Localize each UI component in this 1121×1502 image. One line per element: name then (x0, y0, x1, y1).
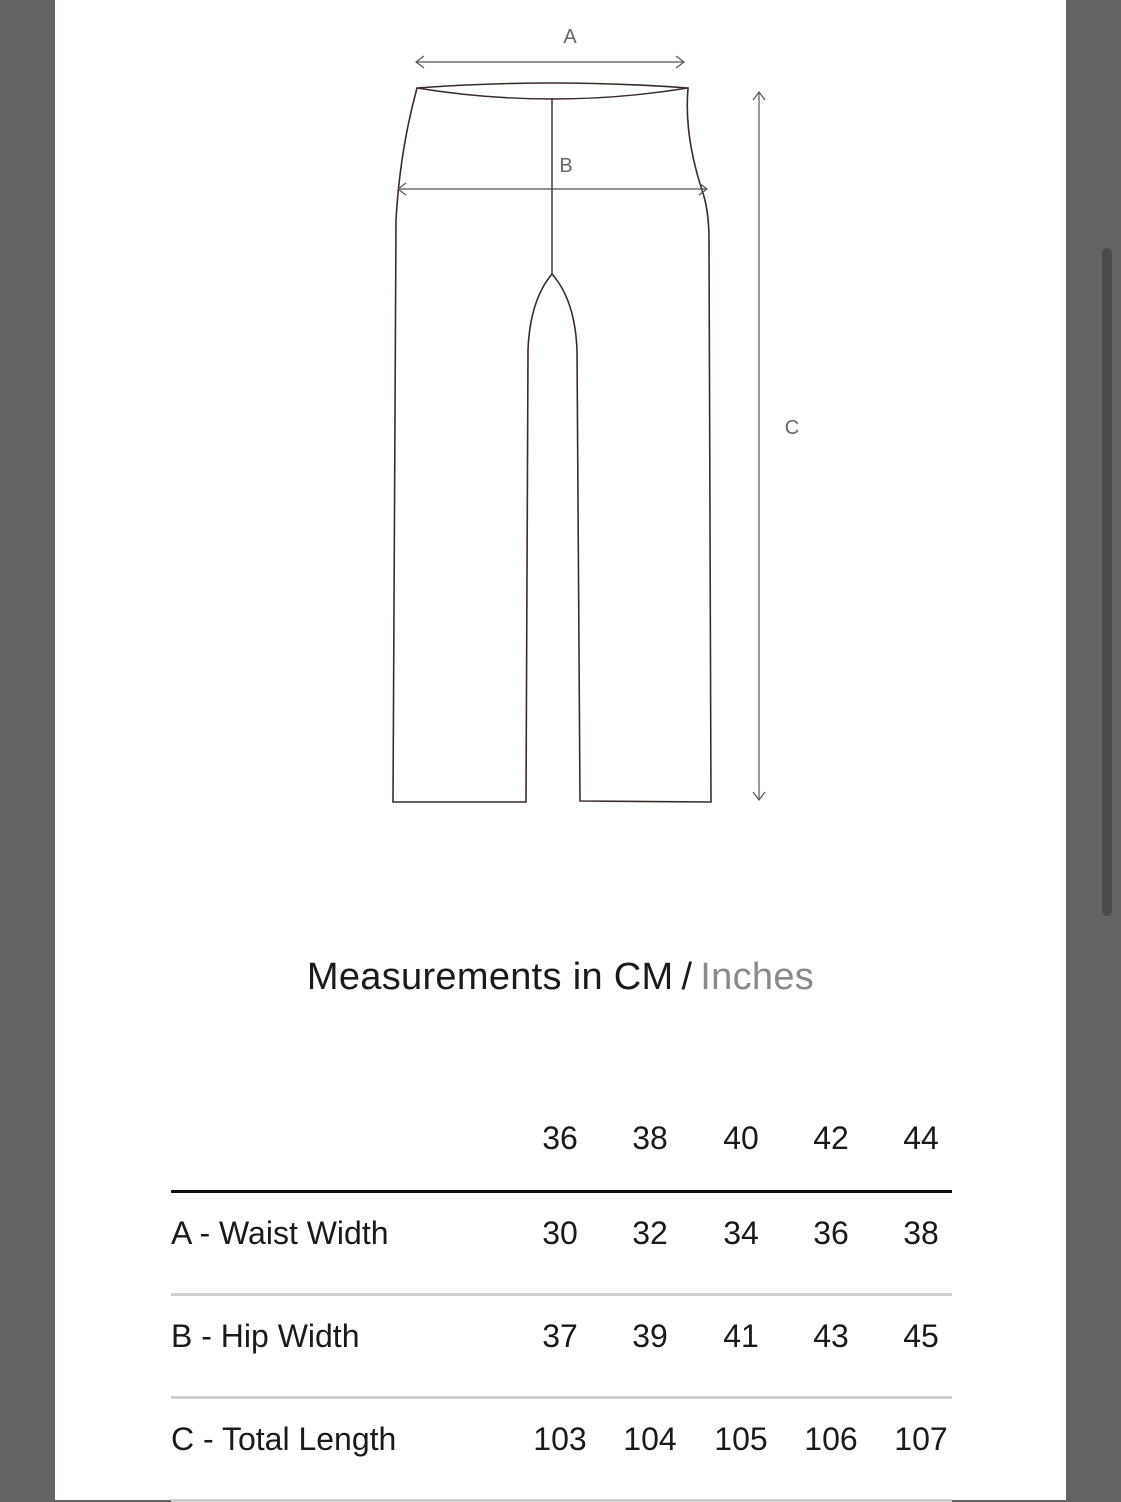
table-row (171, 1399, 952, 1502)
table-cell: 30 (542, 1215, 578, 1251)
table-cell: 43 (813, 1318, 849, 1354)
size-header-cell: 40 (723, 1120, 759, 1156)
unit-cm-label[interactable]: Measurements in CM (306, 956, 674, 998)
size-header-cell: 38 (632, 1120, 668, 1156)
table-cell: 38 (903, 1215, 939, 1251)
table-row (171, 1296, 952, 1399)
table-cell: 105 (714, 1421, 768, 1457)
unit-separator: / (681, 956, 693, 998)
label-a: A (563, 26, 577, 48)
table-cell: 37 (542, 1318, 578, 1354)
measurement-unit-heading (0, 956, 1121, 999)
table-cell: 106 (804, 1421, 858, 1457)
measure-a-arrow (416, 56, 684, 68)
row-label: A - Waist Width (171, 1215, 389, 1251)
waistband-line (417, 88, 688, 99)
size-header-cell: 36 (542, 1120, 578, 1156)
table-row (171, 1193, 952, 1296)
table-cell: 34 (723, 1215, 759, 1251)
table-cell: 45 (903, 1318, 939, 1354)
table-cell: 41 (723, 1318, 759, 1354)
size-header-cell: 44 (903, 1120, 939, 1156)
measure-c-arrow (753, 92, 765, 800)
label-b: B (559, 155, 573, 177)
table-cell: 36 (813, 1215, 849, 1251)
size-header-cell: 42 (813, 1120, 849, 1156)
size-header-row (171, 1108, 952, 1193)
table-cell: 104 (623, 1421, 677, 1457)
table-cell: 103 (533, 1421, 587, 1457)
row-label: C - Total Length (171, 1421, 397, 1457)
row-label: B - Hip Width (171, 1318, 360, 1354)
size-table (171, 1108, 952, 1502)
table-cell: 107 (894, 1421, 948, 1457)
table-cell: 32 (632, 1215, 668, 1251)
unit-inches-toggle[interactable]: Inches (700, 956, 815, 998)
label-c: C (784, 417, 800, 439)
table-cell: 39 (632, 1318, 668, 1354)
